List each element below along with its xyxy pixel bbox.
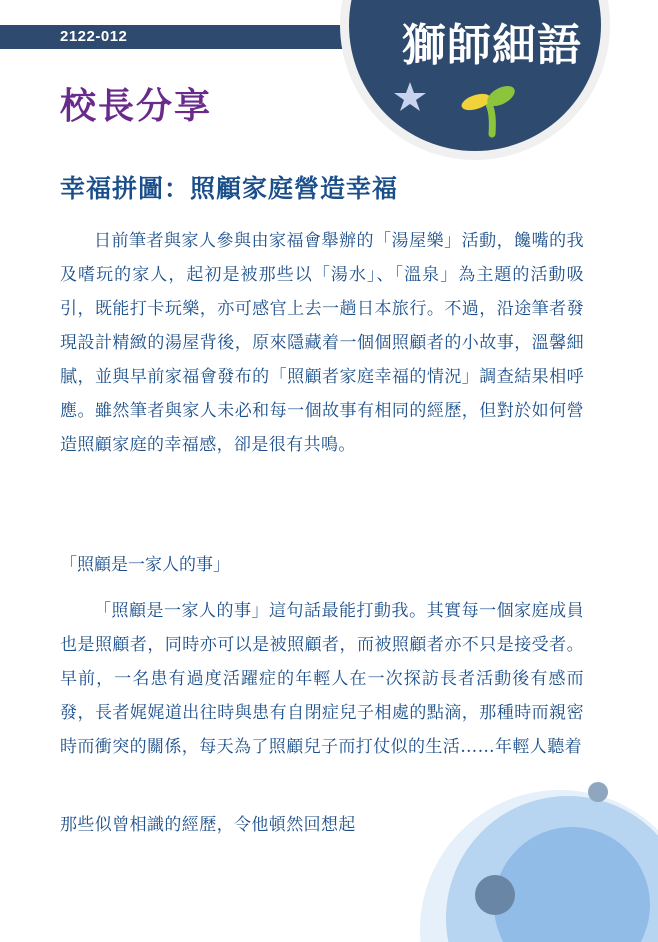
- bubble-dot: [588, 782, 608, 802]
- section-label: 校長分享: [60, 85, 213, 127]
- decorative-bubbles: [400, 760, 658, 942]
- article-subheading: 「照顧是一家人的事」: [60, 555, 230, 575]
- article-paragraph-2: 「照顧是一家人的事」這句話最能打動我。其實每一個家庭成員也是照顧者，同時亦可以是被照顧者，而被照顧者亦不只是接受者。早前，一名患有過度活躍症的年輕人在一次探訪長者活動後有感而發，長者娓娓道出往時與患有自閉症兒子相處的點滴，那種時而親密時而衝突的關係，每天為了照顧兒子而打仗似的生活……年輕人聽着: [60, 601, 584, 757]
- article-paragraph-1: 日前筆者與家人參與由家福會舉辦的「湯屋樂」活動，饞嘴的我及嗜玩的家人，起初是被那些以「湯水」、「溫泉」為主題的活動吸引，既能打卡玩樂，亦可感官上去一趟日本旅行。不過，沿途筆者發現設計精緻的湯屋背後，原來隱藏着一個個照顧者的小故事，溫馨細膩，並與早前家福會發布的「照顧者家庭幸福的情況」調查結果相呼應。雖然筆者與家人未必和每一個故事有相同的經歷，但對於如何營造照顧家庭的幸福感，卻是很有共鳴。: [60, 231, 584, 455]
- masthead-title: 獅師細語: [402, 20, 582, 71]
- issue-number: 2122-012: [60, 28, 128, 45]
- bubble-dark-small: [475, 875, 515, 915]
- article-title: 幸福拼圖：照顧家庭營造幸福: [60, 174, 399, 203]
- article-paragraph-3: 那些似曾相識的經歷，令他頓然回想起: [60, 815, 356, 835]
